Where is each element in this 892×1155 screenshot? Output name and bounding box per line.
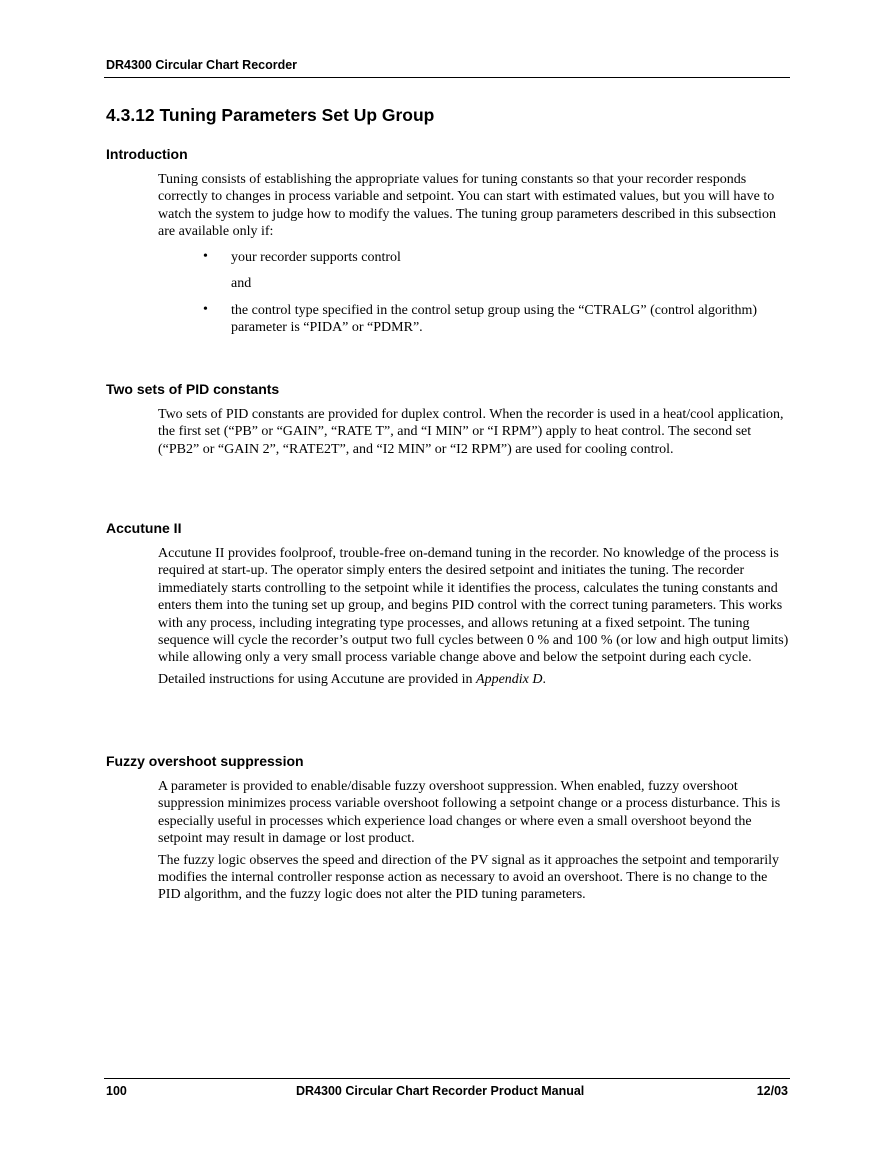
fuzzy-heading: Fuzzy overshoot suppression xyxy=(106,753,304,769)
bullet-item-control-type: the control type specified in the control setup group using the “CTRALG” (control algorithm) parameter is “PIDA” or “PDMR”. xyxy=(231,303,758,336)
bullet-conjunction: and xyxy=(231,276,252,291)
pid-heading: Two sets of PID constants xyxy=(106,381,280,397)
running-header: DR4300 Circular Chart Recorder xyxy=(106,58,298,72)
pid-text: Two sets of PID constants are provided for duplex control. When the recorder is used in a heat/cool application, the first set (“PB” or “GAIN”, “RATE T”, and “I MIN” or “I RPM”) apply to heat control. The second set (“PB2” or “GAIN 2”, “RATE2T”, and “I2 MIN” or “I2 RPM”) are used for cooling control. xyxy=(158,407,784,457)
section-title: 4.3.12 Tuning Parameters Set Up Group xyxy=(106,105,435,125)
bullet-item-control-support: your recorder supports control xyxy=(231,250,401,265)
appendix-reference: Appendix D xyxy=(476,671,543,687)
accutune-heading: Accutune II xyxy=(106,520,182,536)
page-number: 100 xyxy=(106,1084,127,1098)
footer-divider xyxy=(104,1078,790,1079)
accutune-detail xyxy=(158,671,790,688)
fuzzy-text-2: The fuzzy logic observes the speed and direction of the PV signal as it approaches the setpoint and temporarily modifies the internal controller response action as necessary to avoid an overshoot. There is no change to the PID algorithm, and the fuzzy logic does not alter the PID tuning parameters. xyxy=(158,852,780,903)
bullet-marker: • xyxy=(203,302,208,317)
header-divider xyxy=(104,77,790,78)
pid-paragraph xyxy=(158,406,790,458)
accutune-text: Accutune II provides foolproof, trouble-free on-demand tuning in the recorder. No knowledge of the process is required at start-up. The operator simply enters the desired setpoint and initiates the tuning. The recorder immediately starts controlling to the setpoint while it identifies the process, calculates the tuning constants and enters them into the tuning set up group, and begins PID control with the correct tuning parameters. This works with any process, including integrating type processes, and allows retuning at a fixed setpoint. The tuning sequence will cycle the recorder’s output two full cycles between 0 % and 100 % (or low and high output limits) while allowing only a very small process variable change above and below the setpoint during each cycle. xyxy=(158,546,789,666)
bullet-marker: • xyxy=(203,249,208,264)
fuzzy-text-1: A parameter is provided to enable/disable fuzzy overshoot suppression. When enabled, fuzzy overshoot suppression minimizes process variable overshoot following a setpoint change or a process disturbance. This is especially useful in processes which experience load changes or where even a small overshoot beyond the setpoint may result in damage or lost product. xyxy=(158,779,781,847)
introduction-heading: Introduction xyxy=(106,146,188,162)
introduction-text: Tuning consists of establishing the appropriate values for tuning constants so that your recorder responds correctly to changes in process variable and setpoint. You can start with estimated values, but you will have to watch the system to judge how to modify the values. The tuning group parameters described in this subsection are available only if: xyxy=(158,172,776,240)
introduction-paragraph xyxy=(158,171,790,241)
footer-date: 12/03 xyxy=(756,1084,788,1098)
accutune-section xyxy=(158,545,790,688)
footer-manual-title: DR4300 Circular Chart Recorder Product Manual xyxy=(296,1084,585,1098)
accutune-detail-suffix: . xyxy=(542,671,547,687)
fuzzy-section xyxy=(158,778,790,904)
accutune-detail-prefix: Detailed instructions for using Accutune are provided in xyxy=(158,671,477,687)
